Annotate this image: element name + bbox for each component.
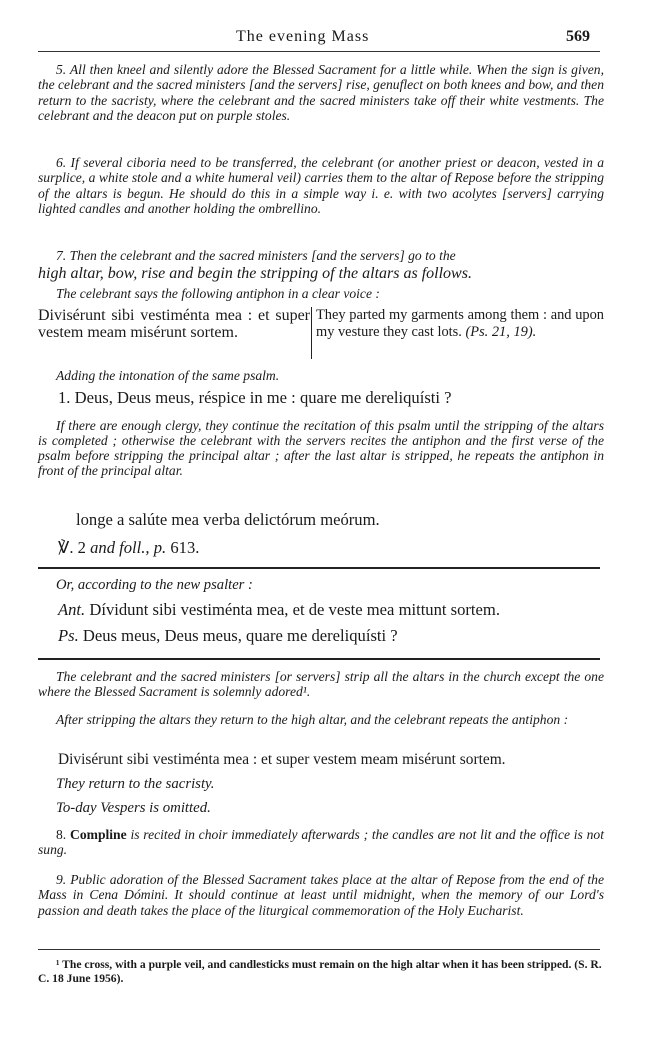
versicle-symbol: ℣. [58, 538, 74, 557]
antiphon-latin: Divisérunt sibi vestiménta mea : et super vestem meam misérunt sortem. [38, 307, 310, 341]
after-strip-note: After stripping the altars they return to the high altar, and the celebrant repeats the antiphon : [56, 712, 569, 727]
vespers-note: To-day Vespers is omitted. [56, 800, 211, 816]
return-note: They return to the sacristy. [56, 776, 215, 792]
page-number: 569 [566, 28, 590, 45]
paragraph-6: 6. If several ciboria need to be transferred, the celebrant (or another priest or deacon, vested in a surplice, a white stole and a white humeral veil) carries them to the altar of Repose before the stripping of the altars is begun. He should do this in a simple way i. e. with two acolytes [servers] carrying lighted candles and another holding the ombrellino. [38, 155, 604, 217]
new-psalter-antiphon [58, 600, 500, 620]
paragraph-7-line1: 7. Then the celebrant and the sacred ministers [and the servers] go to the [56, 248, 456, 263]
antiphon-english [316, 307, 604, 341]
p8-number: 8. [56, 827, 67, 842]
versicle-and-foll: and foll., [90, 538, 150, 557]
paragraph-5: 5. All then kneel and silently adore the Blessed Sacrament for a little while. When the sign is given, the celebrant and the sacred ministers [and the servers] rise, genuflect on both knees and bow, and then return to the sacristy, where the celebrant and the sacred ministers take off their white vestments. The celebrant and the deacon put on purple stoles. [38, 62, 604, 124]
ps-label: Ps. [58, 626, 79, 645]
p8-rest: is recited in choir immediately afterwards ; the candles are not lit and the office is not sung. [38, 827, 605, 858]
versicle-page-ref: 613. [170, 538, 200, 557]
new-psalter-intro: Or, according to the new psalter : [56, 577, 253, 593]
ps-text: Deus meus, Deus meus, quare me dereliquísti ? [82, 626, 398, 645]
versicle-page-label: p. [153, 538, 167, 557]
ant-text: Dívidunt sibi vestiménta mea, et de veste mea mittunt sortem. [89, 600, 500, 619]
psalm-continuation: longe a salúte mea verba delictórum meórum. [76, 510, 380, 529]
header-rule [38, 51, 600, 52]
new-psalter-psalm [58, 626, 398, 646]
footnote: ¹ The cross, with a purple veil, and candlesticks must remain on the high altar when it has been stripped. (S. R. C. 18 June 1956). [38, 958, 602, 985]
versicle-number: 2 [77, 538, 86, 557]
footnote-rule [38, 949, 600, 950]
paragraph-7-line3: The celebrant says the following antiphon in a clear voice : [56, 286, 380, 301]
paragraph-8 [38, 827, 604, 858]
running-header: The evening Mass [236, 28, 370, 45]
column-divider [311, 307, 312, 359]
paragraph-9: 9. Public adoration of the Blessed Sacrament takes place at the altar of Repose from the end of the Mass in Cena Dómini. It should continue at least until midnight, when the memory of our Lord's passion and death takes the place of the liturgical commemoration of the Holy Eucharist. [38, 872, 604, 918]
compline-term: Compline [70, 827, 127, 842]
ant-label: Ant. [58, 600, 86, 619]
antiphon-english-text: They parted my garments among them : and upon my vesture they cast lots. [316, 307, 604, 340]
intonation-note: Adding the intonation of the same psalm. [56, 368, 280, 383]
section-rule-bottom [38, 658, 600, 660]
psalm-verse-1: 1. Deus, Deus meus, réspice in me : quare me dereliquísti ? [58, 388, 452, 407]
clergy-note: If there are enough clergy, they continue the recitation of this psalm until the stripping of the altars is completed ; otherwise the celebrant with the servers recites the antiphon and the first verse of the psalm before stripping the principal altar ; after the last altar is stripped, he repeats the antiphon in front of the principal altar. [38, 418, 604, 478]
versicle-reference [58, 538, 199, 558]
strip-note: The celebrant and the sacred ministers [or servers] strip all the altars in the church except the one where the Blessed Sacrament is solemnly adored¹. [38, 669, 604, 700]
psalm-reference: (Ps. 21, 19). [465, 324, 537, 340]
paragraph-7-line2: high altar, bow, rise and begin the stripping of the altars as follows. [38, 265, 472, 282]
antiphon-repeat: Divisérunt sibi vestiménta mea : et super vestem meam misérunt sortem. [58, 751, 506, 768]
section-rule-top [38, 567, 600, 569]
